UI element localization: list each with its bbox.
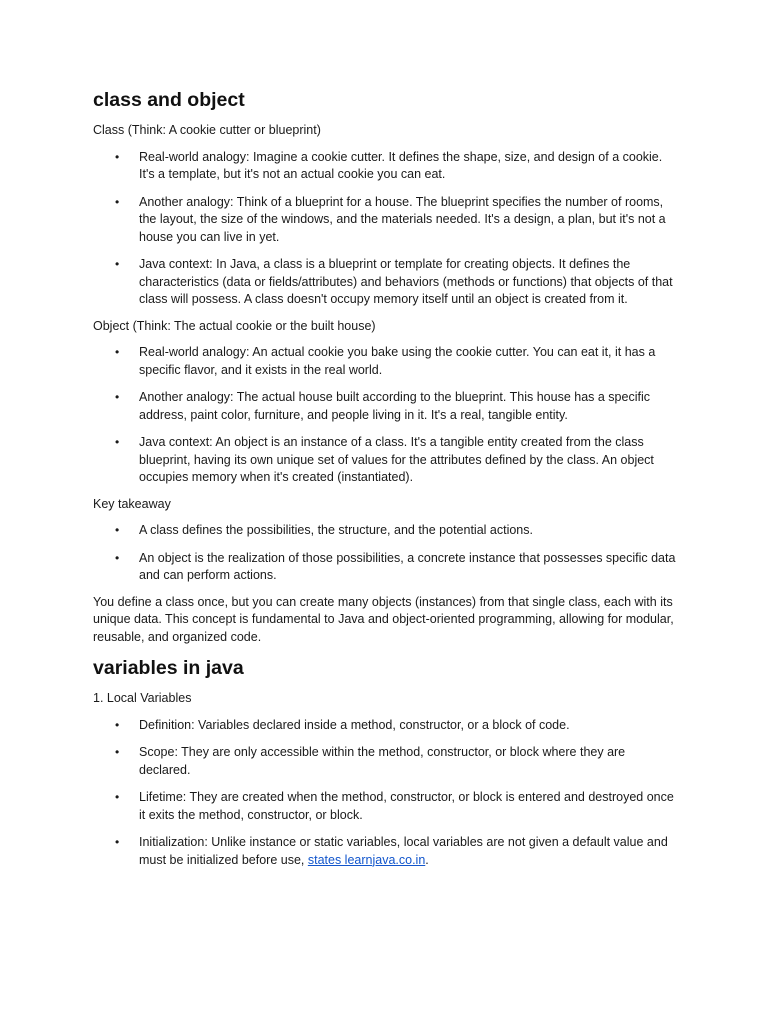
list-item xyxy=(93,834,678,869)
list-item-text: Definition: Variables declared inside a method, constructor, or a block of code. xyxy=(139,717,570,732)
list-item-text: An object is the realization of those possibilities, a concrete instance that possesses specific data and can perform actions. xyxy=(139,550,676,582)
list-item xyxy=(93,717,678,735)
heading-class-and-object: class and object xyxy=(93,89,245,111)
list-item-text: A class defines the possibilities, the structure, and the potential actions. xyxy=(139,523,533,537)
takeaway-list xyxy=(93,522,678,585)
object-list xyxy=(93,344,678,487)
bullet-icon: • xyxy=(115,835,120,849)
list-item-text: Initialization: Unlike instance or static variables, local variables are not given a default value and must be initialized before use, xyxy=(139,835,668,867)
summary-paragraph: You define a class once, but you can create many objects (instances) from that single class, each with its unique data. This concept is fundamental to Java and object-oriented programming, allowing for modular, reusable, and organized code. xyxy=(93,594,674,644)
bullet-icon: • xyxy=(115,550,120,565)
list-item xyxy=(93,194,678,247)
local-variables-subheading: 1. Local Variables xyxy=(93,691,192,705)
bullet-icon: • xyxy=(115,390,120,404)
bullet-icon: • xyxy=(115,717,120,732)
takeaway-subheading: Key takeaway xyxy=(93,496,171,511)
class-list xyxy=(93,149,678,309)
list-item-text: Java context: An object is an instance of a class. It's a tangible entity created from the class blueprint, having its own unique set of values for the attributes defined by the class. An object occupies memory when it's created (instantiated). xyxy=(139,435,654,484)
list-item-text: Another analogy: The actual house built according to the blueprint. This house has a specific address, paint color, furniture, and people living in it. It's a real, tangible entity. xyxy=(139,390,650,422)
bullet-icon: • xyxy=(115,745,120,759)
list-item xyxy=(93,389,678,424)
list-item-text: Real-world analogy: Imagine a cookie cutter. It defines the shape, size, and design of a cookie. It's a template, but it's not an actual cookie you can eat. xyxy=(139,149,663,181)
list-item-text: Scope: They are only accessible within the method, constructor, or block where they are declared. xyxy=(139,745,626,777)
bullet-icon: • xyxy=(115,345,120,359)
list-item xyxy=(93,344,678,379)
bullet-icon: • xyxy=(115,790,120,804)
list-item-text: Java context: In Java, a class is a blueprint or template for creating objects. It defines the characteristics (data or fields/attributes) and behaviors (methods or functions) that objects of that class will possess. A class doesn't occupy memory itself until an object is created from it. xyxy=(139,257,673,306)
bullet-icon: • xyxy=(115,194,120,209)
bullet-icon: • xyxy=(115,523,120,537)
list-item-end: . xyxy=(425,852,429,867)
list-item xyxy=(93,550,678,585)
bullet-icon: • xyxy=(115,435,120,449)
local-variables-list xyxy=(93,717,678,870)
list-item xyxy=(93,434,678,487)
bullet-icon: • xyxy=(115,149,120,164)
list-item xyxy=(93,522,678,540)
heading-variables-in-java: variables in java xyxy=(93,657,244,679)
list-item-text: Real-world analogy: An actual cookie you bake using the cookie cutter. You can eat it, it has a specific flavor, and it exists in the real world. xyxy=(139,345,656,377)
list-item-text: Lifetime: They are created when the method, constructor, or block is entered and destroyed once it exits the method, constructor, or block. xyxy=(139,790,674,822)
list-item xyxy=(93,149,678,184)
list-item xyxy=(93,789,678,824)
list-item-text: Another analogy: Think of a blueprint for a house. The blueprint specifies the number of rooms, the layout, the size of the windows, and the materials needed. It's a design, a plan, but it's not a house you can live in yet. xyxy=(139,194,666,244)
list-item xyxy=(93,744,678,779)
class-subheading: Class (Think: A cookie cutter or blueprint) xyxy=(93,123,321,137)
bullet-icon: • xyxy=(115,257,120,271)
document-page xyxy=(93,88,678,878)
list-item xyxy=(93,256,678,309)
source-link[interactable]: states learnjava.co.in xyxy=(307,852,426,867)
object-subheading: Object (Think: The actual cookie or the built house) xyxy=(93,318,376,333)
